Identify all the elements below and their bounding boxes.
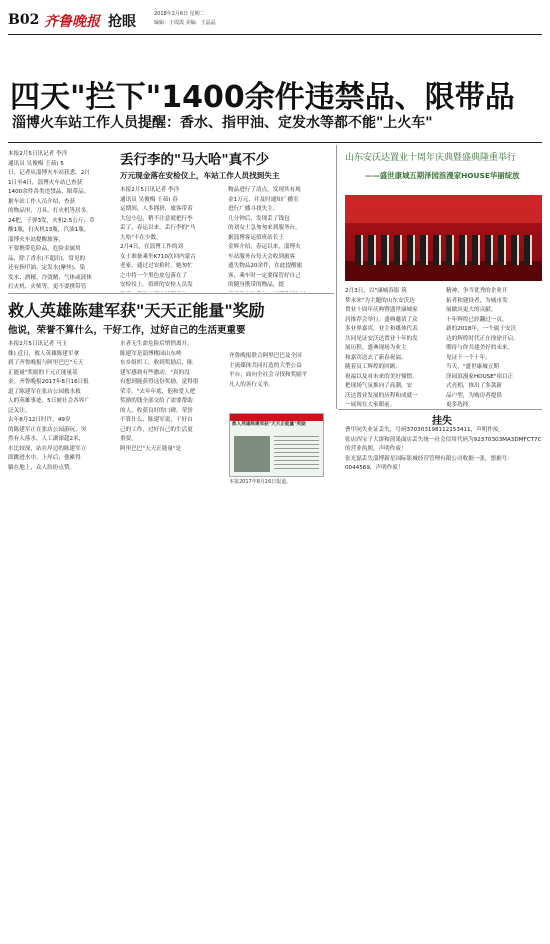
story3-photo [229, 413, 324, 477]
editor-line: 编辑：于霞霞 美编：王晶晶 [154, 20, 216, 26]
main-subhead: 淄博火车站工作人员提醒：香水、指甲油、定发水等都不能"上火车" [12, 115, 433, 131]
photo-caption: 本报2017年8月16日报道。 [229, 479, 292, 485]
notice-item: 张光磊丢失淄博新星国际影城经营管理有限公司收据一张，票据号：0044569，声明作废！ [345, 456, 513, 471]
ad-photo-banner [345, 195, 542, 223]
story2-subtitle: 万元现金落在安检仪上，车站工作人员找到失主 [120, 171, 280, 180]
clipping-headline: 救人英雄陈建军获"天天正能量"奖励 [232, 422, 306, 427]
story2-col1: 本报2月5日讯记者 李洋 通讯员 吴俊梅 王茹) 春 运期间，人多拥挤，旅客带着 大包小包，稍不注意就把行李 丢了，春运以来，丢行李的"马 大哈"不在少数。 2月4日，在淄博工作的刘 女士准备乘坐K710次回内蒙古 老家，通过过安检时，她匆忙 之中将一个黑色皮包落在了 安检仪上。值班的安检人员发 [120, 187, 196, 288]
story3-rule [8, 293, 334, 294]
headline-rule [8, 142, 542, 143]
story3-col2: 水者无生命危险后悄悄离开。 陈建军是淄博桃园山东岭 东乡组织工，收到奖励后，陈 建军感到有些激动。"真的没 有想到能获得这份奖励，觉得很 荣幸。"去年年底，他和爱人把 奖励的钱全部交给了需要帮助 的人，收获良好的口碑。荣誉 不算什么，陈建军说，干好自 己的工作，过好自己的生活更 重要。 阿里巴巴"天天正能量"是 [120, 341, 199, 452]
ad-photo-people [355, 235, 532, 265]
ad-text-right: 精神，争当优秀的企业开 拓者和建设者，为城市发 展做出更大的贡献。 十年辉煌已经翻过一页， 新的2018年，一个属于安沃 达的辉煌时代正在徐徐开启， 期待与你共建美好的未来。 见证下一个十年。 当天，"盛世康城五期 泽园浪漫家HOUSE"项目正 式亮相，推出了多款新 品户型，为购房者提供 更多选择。 [446, 288, 519, 408]
story3-title: 救人英雄陈建军获"天天正能量"奖励 [8, 301, 265, 320]
clipping-masthead-bar [230, 414, 323, 421]
section-label: 抢眼 [108, 14, 136, 30]
ad-subtitle: ——盛世康城五期泽园浪漫家HOUSE华丽绽放 [365, 171, 520, 180]
notice-item: 张店四宝子大饼和煎果面店丢失统一社会信用代码为92370303MA3DMFCT7C的营业执照，声明作废！ [345, 437, 542, 452]
masthead-rule [8, 34, 542, 35]
main-headline: 四天"拦下"1400余件违禁品、限带品 [10, 80, 515, 115]
page-number: B02 [8, 12, 40, 28]
ad-divider [336, 145, 337, 409]
ad-text-left: 2月3日，以"康城春影 筑 梦未来"为主题的山东安沃达 置业十周年庆典暨盛世康城家 居推荐会举行。盛典邀请了众 多业界嘉宾，业主和媒体代表 共同见证安沃达置业十年的发 展历程。盛典现场为业主 和嘉宾送去了新春祝福。 随着员工辉煌的回顾、 祝福以及对未来的美好憧憬， 把现场气氛推向了高潮，安 沃达置业发展的历程和成就一 一展现在大家眼前。 [345, 288, 418, 408]
masthead [8, 10, 542, 34]
notice-item: 曹甲同失业证丢失，号码370303198112153411，声明作废。 [345, 427, 505, 433]
issue-date: 2018年2月6日 星期二 [154, 11, 205, 17]
notices-title: 挂失 [432, 416, 452, 427]
story3-col3: 齐鲁晚报联合阿里巴巴及全国 主流媒体共同打造的大型公益 平台，面向全社会寻找和奖励平 凡人的善行义举。 [229, 353, 308, 388]
ad-title: 山东安沃达置业十周年庆典暨盛典隆重举行 [345, 153, 517, 163]
story2-col2: 物品进行了清点，发现其有现 金1万元，并及时通知广播室 进行广播寻找失主。 几分钟后，发现丢了钱包 的刘女士急匆匆来到服务台。 据淄博客运值班站长王 金辉介绍，春运以来，淄博火 车站服务台每天会收到旅客 遗失物品20余件，在此提醒旅 客，乘车时一定要保管好自己 的随身携带的物品，提 [228, 187, 303, 288]
ad-photo [345, 195, 542, 281]
clipping-text-lines [274, 436, 319, 472]
clipping-photo [234, 436, 270, 472]
paper-name: 齐鲁晚报 [44, 14, 100, 30]
story1-body: 本报2月5日讯记者 李洋 通讯员 吴俊梅 王茹) 5 日，记者从淄博火车站获悉，2月 1日至4日，淄博火车站已查获 1400余件各类违禁品、限带品。 据车站工作人员介绍，查获 的物品里，刀具、打火机等居多。 24把，子弹3发，火机2.5公斤，草 酸1瓶，打火机13瓶，汽油1瓶。 淄博火车站提醒旅客， 不要携带危险品，危险金属用 品，除了香水(不超出)，常见的 还有指甲油、定发水(摩丝)、染 发水、酒精、冷烫精、气体或液体 打火机、火柴等，更不要携带管 [8, 151, 95, 290]
story3-subtitle: 他说，荣誉不算什么，干好工作，过好自己的生活更重要 [8, 325, 246, 336]
story2-title: 丢行李的"马大哈"真不少 [120, 152, 270, 168]
notices-rule [338, 409, 542, 410]
story3-col1: 本报2月5日讯记者 马玉 姝) 近日，救人英雄陈建军拿 到了齐鲁晚报与阿里巴巴"天天 正能量"奖励的千元正能量基 金。齐鲁晚报2017年8月16日报 道了陈建军在张店公园救水救 人的英雄事迹，5日被社会各界广 泛关注。 去年8月12日时许，49岁 的陈建军正在张店公园游玩，突 然有人落水，人工湖深超2米， 水比较深，站在岸边的陈建军立 即跳进水中。上岸后，他累得 躺在地上，众人纷纷点赞。 [8, 341, 90, 471]
